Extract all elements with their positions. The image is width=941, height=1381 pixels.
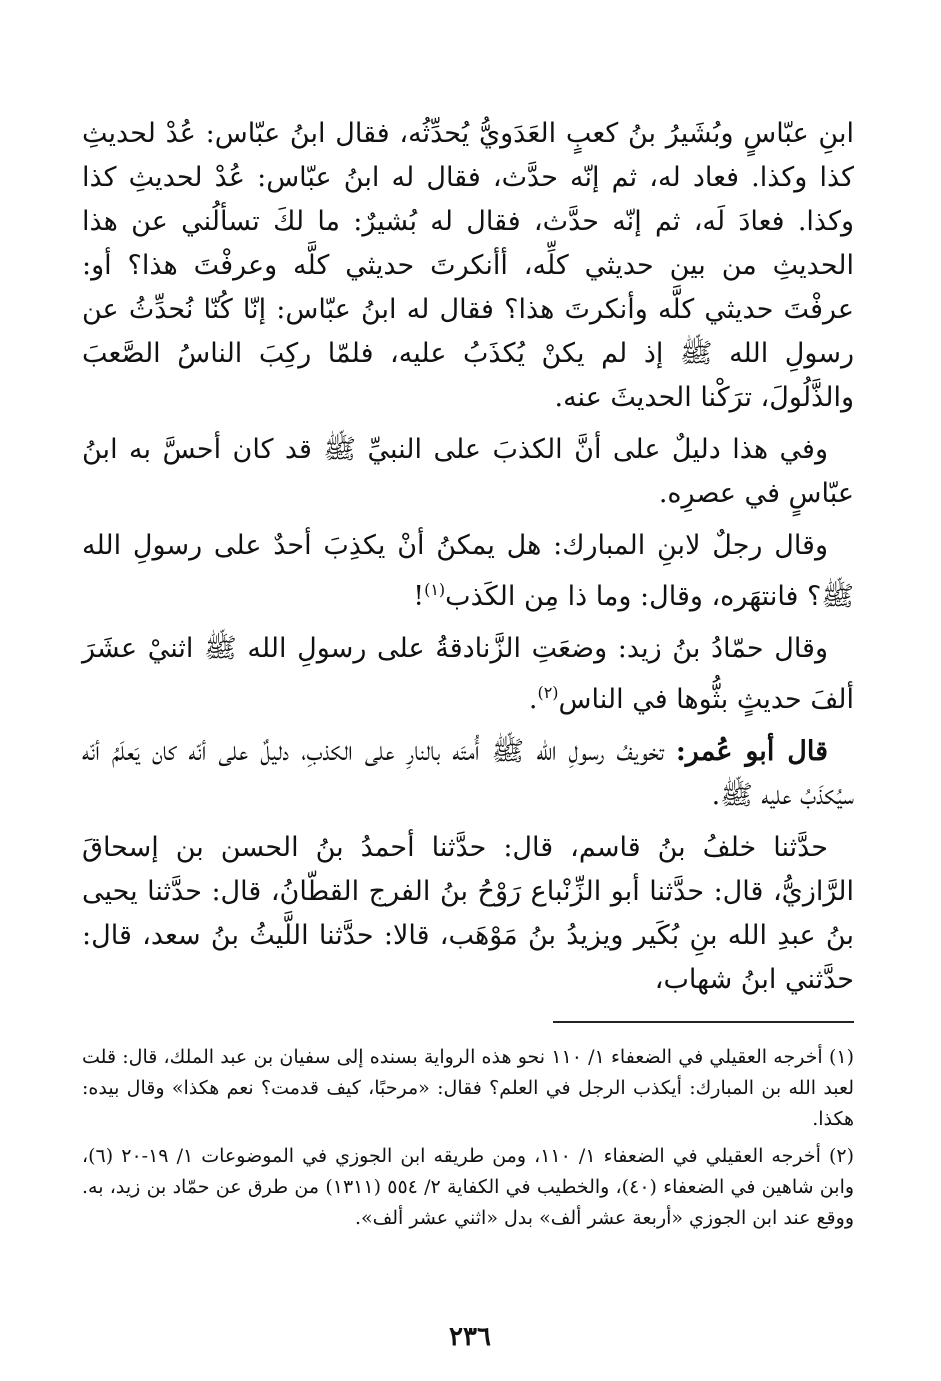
paragraph-4-text: وقال حمّادُ بنُ زيد: وضعَتِ الزَّنادقةُ على رسولِ الله ﷺ اثنيْ عشَرَ ألفَ حديثٍ بثُّوها في الناس <box>82 633 854 715</box>
author-lead: قال أبو عُمر: <box>675 736 828 767</box>
paragraph-1 <box>82 112 854 420</box>
footnotes <box>82 1042 854 1240</box>
paragraph-3-text: وقال رجلٌ لابنِ المبارك: هل يمكنُ أنْ يكذِبَ أحدٌ على رسولِ الله ﷺ؟ فانتهَره، وقال: وما ذا مِن الكَذب <box>82 530 854 612</box>
paragraph-3 <box>82 524 854 619</box>
footnote-2-number: (٢) <box>828 1145 854 1167</box>
footnote-2 <box>82 1141 854 1234</box>
paragraph-5-text: تخويفُ رسولِ الله ﷺ أُمتَه بالنارِ على الكذبِ، دليلٌ على أنّه كان يَعلَمُ أنّه سيُكذَبُ عليه ﷺ. <box>82 736 854 811</box>
paragraph-6-text: حدَّثنا خلفُ بنُ قاسم، قال: حدَّثنا أحمدُ بنُ الحسن بن إسحاقَ الرَّازيُّ، قال: حدَّثنا أبو الزِّنْباع رَوْحُ بنُ الفرج القطّانُ، قال: حدَّثنا يحيى بنُ عبدِ الله بنِ بُكَير ويزيدُ بنُ مَوْهَب، قالا: حدَّثنا اللَّيثُ بنُ سعد، قال: حدَّثني ابنُ شهاب، <box>82 832 854 995</box>
footnote-ref-2[interactable]: (٢) <box>537 683 559 702</box>
page-number: ٢٣٦ <box>449 1322 491 1352</box>
footnote-2-text: أخرجه العقيلي في الضعفاء ١/ ١١٠، ومن طريقه ابن الجوزي في الموضوعات ١/ ١٩-٢٠ (٦)، وابن شاهين في الضعفاء (٤٠)، والخطيب في الكفاية ٢/ ٥٥٤ (١٣١١) من طرق عن حمّاد بن زيد، به. ووقع عند ابن الجوزي «أربعة عشر ألف» بدل «اثني عشر ألف». <box>82 1145 855 1229</box>
footnote-separator <box>553 1021 854 1023</box>
footnote-1 <box>82 1042 854 1135</box>
paragraph-3-tail: ! <box>413 581 425 612</box>
paragraph-1-text: ابنِ عبّاسٍ وبُشَيرُ بنُ كعبٍ العَدَويُّ يُحدِّثُه، فقال ابنُ عبّاس: عُدْ لحديثِ كذا وكذا. فعاد له، ثم إنّه حدَّث، فقال له ابنُ عبّاس: عُدْ لحديثِ كذا وكذا. فعادَ لَه، ثم إنّه حدَّث، فقال له بُشيرٌ: ما لكَ تسألُني عن هذا الحديثِ من بين حديثي كلِّه، أأنكرتَ حديثي كلَّه وعرفْتَ هذا؟ أو: عرفْتَ حديثي كلَّه وأنكرتَ هذا؟ فقال له ابنُ عبّاس: إنّا كُنّا نُحدِّثُ عن رسولِ الله ﷺ إذ لم يكنْ يُكذَبُ عليه، فلمّا ركِبَ الناسُ الصَّعبَ والذَّلُولَ، ترَكْنا الحديثَ عنه. <box>82 118 854 413</box>
footnote-ref-1[interactable]: (١) <box>424 580 446 599</box>
main-text <box>82 112 854 1010</box>
paragraph-4-tail: . <box>528 684 538 715</box>
paragraph-4 <box>82 627 854 722</box>
footnote-1-number: (١) <box>828 1046 854 1068</box>
paragraph-5 <box>82 730 854 818</box>
paragraph-2-text: وفي هذا دليلٌ على أنَّ الكذبَ على النبيِّ ﷺ قد كان أحسَّ به ابنُ عبّاسٍ في عصرِه. <box>82 434 854 509</box>
footnote-1-text: أخرجه العقيلي في الضعفاء ١/ ١١٠ نحو هذه الرواية بسنده إلى سفيان بن عبد الملك، قال: قلت لعبد الله بن المبارك: أيكذب الرجل في العلم؟ فقال: «مرحبًا، كيف قدمت؟ نعم هكذا» وقال بيده: هكذا. <box>82 1046 854 1130</box>
paragraph-6 <box>82 826 854 1002</box>
paragraph-2 <box>82 428 854 516</box>
